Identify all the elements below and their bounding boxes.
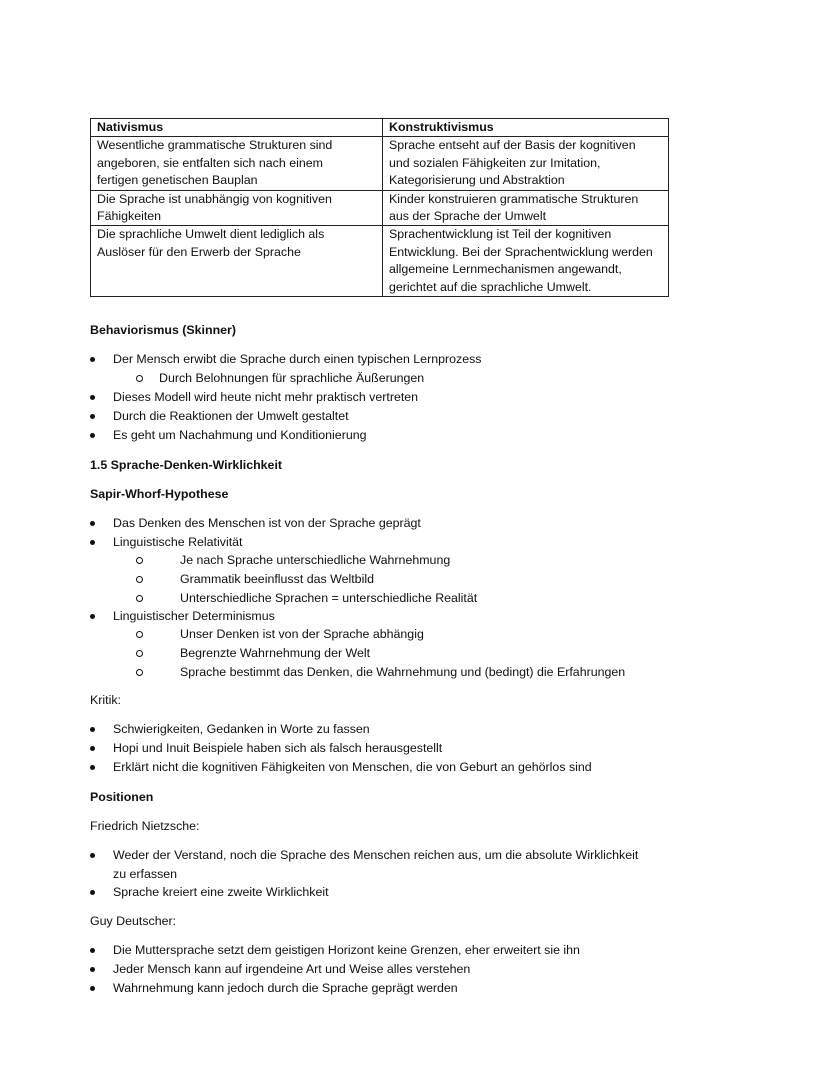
list-item-text: Sprache bestimmt das Denken, die Wahrnehmung und (bedingt) die Erfahrungen [180,665,626,679]
sapir-whorf-heading: Sapir-Whorf-Hypothese [90,487,229,501]
list-item [90,979,790,998]
list-item [90,551,690,570]
table-header-row [91,119,669,137]
list-item-text-continued: zu erfassen [113,866,178,881]
cell-line: aus der Sprache der Umwelt [389,209,547,224]
list-item-text: Sprache kreiert eine zweite Wirklichkeit [113,885,329,900]
list-item-text: Hopi und Inuit Beispiele haben sich als falsch herausgestellt [113,741,443,755]
table-row [91,137,669,190]
list-item-text: Jeder Mensch kann auf irgendeine Art und Weise alles verstehen [113,962,471,976]
list-item-text: Je nach Sprache unterschiedliche Wahrnehmung [180,553,451,567]
table-cell [91,226,383,297]
table-cell [383,226,669,297]
bullet-icon [90,357,95,362]
table-cell [91,190,383,226]
list-item [90,720,790,739]
list-item [90,846,790,883]
list-item [90,663,790,682]
list-item-text: Wahrnehmung kann jedoch durch die Sprache geprägt werden [113,981,458,995]
list-item [90,514,690,533]
list-item-text: Durch die Reaktionen der Umwelt gestaltet [113,409,349,423]
bullet-icon [90,890,95,895]
cell-line: Kategorisierung und Abstraktion [389,173,565,188]
bullet-icon [90,986,95,991]
circle-bullet-icon [136,375,143,382]
list-item-text: Unser Denken ist von der Sprache abhängig [180,627,424,641]
cell-line: Wesentliche grammatische Strukturen sind [97,138,333,153]
bullet-icon [90,414,95,419]
cell-line: allgemeine Lernmechanismen angewandt, [389,262,622,277]
list-item [90,941,790,960]
list-item-text: Es geht um Nachahmung und Konditionierung [113,428,367,442]
list-item [90,407,690,426]
cell-line: Die Sprache ist unabhängig von kognitiven [97,191,332,206]
cell-line: Sprachentwicklung ist Teil der kognitiven [389,227,612,242]
list-item-text: Durch Belohnungen für sprachliche Äußerungen [159,371,425,385]
bullet-icon [90,395,95,400]
list-item [90,960,790,979]
bullet-icon [90,540,95,545]
list-item-text: Der Mensch erwibt die Sprache durch einen typischen Lernprozess [113,352,482,366]
list-item [90,758,790,777]
bullet-icon [90,521,95,526]
list-item [90,388,690,407]
bullet-icon [90,765,95,770]
comparison-table [90,118,669,297]
kritik-label: Kritik: [90,693,121,707]
deutscher-label: Guy Deutscher: [90,914,177,928]
list-item [90,607,690,626]
cell-line: Entwicklung. Bei der Sprachentwicklung werden [389,244,653,259]
cell-line: Auslöser für den Erwerb der Sprache [97,244,301,259]
cell-line: Die sprachliche Umwelt dient lediglich als [97,227,325,242]
list-item-text: Begrenzte Wahrnehmung der Welt [180,646,371,660]
circle-bullet-icon [136,557,143,564]
sapir-list-1 [90,514,690,552]
table-header-konstruktivismus: Konstruktivismus [383,119,669,137]
list-item-text: Linguistischer Determinismus [113,609,275,623]
nietzsche-list [90,846,790,902]
sapir-list-2 [90,607,690,626]
table-row [91,190,669,226]
bullet-icon [90,853,95,858]
circle-bullet-icon [136,650,143,657]
cell-line: und sozialen Fähigkeiten zur Imitation, [389,155,601,170]
cell-line: angeboren, sie entfalten sich nach einem [97,155,323,170]
behaviorismus-list-2 [90,388,690,445]
list-item-text: Unterschiedliche Sprachen = unterschiedliche Realität [180,591,478,605]
relativitaet-sublist [90,551,690,608]
list-item-text: Grammatik beeinflusst das Weltbild [180,572,374,586]
section-heading: 1.5 Sprache-Denken-Wirklichkeit [90,458,283,472]
cell-line: gerichtet auf die sprachliche Umwelt. [389,279,592,294]
table-cell [91,137,383,190]
list-item [90,533,690,552]
list-item-text: Linguistische Relativität [113,535,243,549]
list-item-text: Die Muttersprache setzt dem geistigen Horizont keine Grenzen, eher erweitert sie ihn [113,943,580,957]
list-item [90,739,790,758]
bullet-icon [90,746,95,751]
positionen-heading: Positionen [90,790,154,804]
cell-line: Fähigkeiten [97,209,162,224]
table-cell [383,190,669,226]
list-item [90,625,790,644]
cell-line: fertigen genetischen Bauplan [97,173,258,188]
determinismus-sublist [90,625,790,682]
list-item [90,350,690,369]
list-item-text: Das Denken des Menschen ist von der Sprache geprägt [113,516,421,530]
list-item [90,883,790,902]
behaviorismus-heading: Behaviorismus (Skinner) [90,323,236,337]
list-item [90,426,690,445]
deutscher-list [90,941,790,998]
list-item [90,369,690,388]
nietzsche-label: Friedrich Nietzsche: [90,819,200,833]
cell-line: Kinder konstruieren grammatische Strukturen [389,191,639,206]
table-header-nativismus: Nativismus [91,119,383,137]
list-item-text: Weder der Verstand, noch die Sprache des Menschen reichen aus, um die absolute Wirklichkeit [113,848,639,862]
list-item-text: Erklärt nicht die kognitiven Fähigkeiten von Menschen, die von Geburt an gehörlos sind [113,760,592,774]
circle-bullet-icon [136,595,143,602]
table-row [91,226,669,297]
circle-bullet-icon [136,631,143,638]
circle-bullet-icon [136,669,143,676]
list-item [90,644,790,663]
bullet-icon [90,967,95,972]
cell-line: Sprache entseht auf der Basis der kognitiven [389,138,636,153]
list-item [90,570,690,589]
bullet-icon [90,614,95,619]
behaviorismus-sublist [90,369,690,388]
list-item [90,589,690,608]
circle-bullet-icon [136,576,143,583]
list-item-text: Schwierigkeiten, Gedanken in Worte zu fassen [113,722,370,736]
list-item-text: Dieses Modell wird heute nicht mehr praktisch vertreten [113,390,419,404]
behaviorismus-list [90,350,690,369]
bullet-icon [90,433,95,438]
bullet-icon [90,727,95,732]
kritik-list [90,720,790,777]
bullet-icon [90,948,95,953]
table-cell [383,137,669,190]
